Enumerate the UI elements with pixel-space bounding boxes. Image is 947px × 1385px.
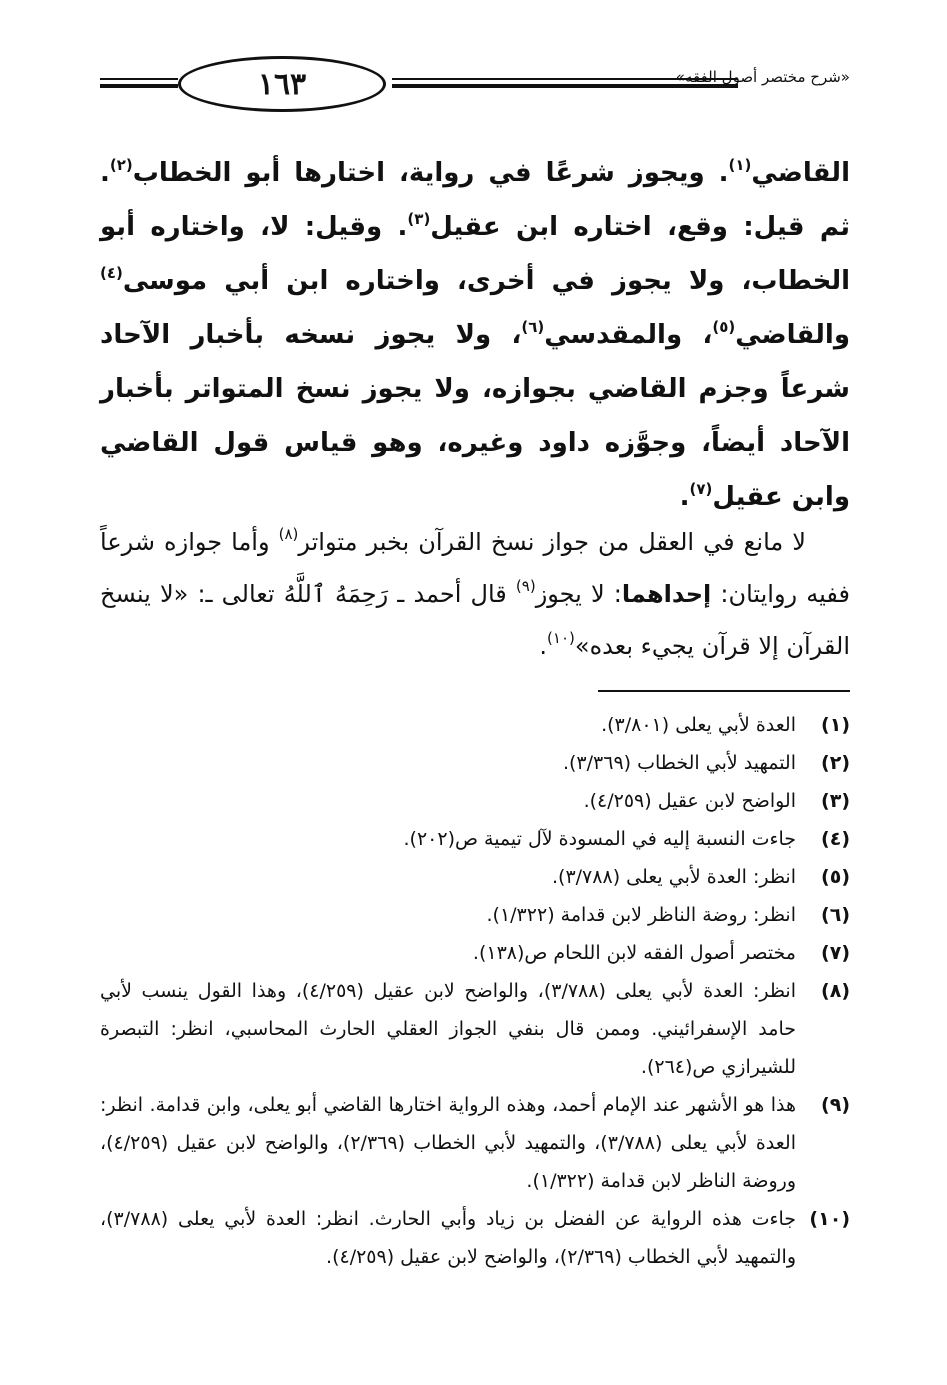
text-segment: وأما جوازه شرعاً ففيه روايتان: [100, 528, 850, 608]
footnote-number: (٥) [821, 866, 850, 888]
text-segment: ، ولا يجوز نسخه بأخبار الآحاد شرعاً وجزم القاضي بجوازه، ولا يجوز نسخ المتواتر بأخبار الآحاد أيضاً، وجوَّزه داود وغيره، وهو قياس قول القاضي وابن عقيل [100, 320, 850, 512]
footnote-separator [598, 690, 850, 692]
footnote-item [100, 972, 850, 1086]
footnotes [100, 706, 850, 1276]
footnote-text: هذا هو الأشهر عند الإمام أحمد، وهذه الرواية اختارها القاضي أبو يعلى، وابن قدامة. انظر: العدة لأبي يعلى (٣/٧٨٨)، والتمهيد لأبي الخطاب (٢/٣٦٩)، والواضح لابن عقيل (٤/٢٥٩)، وروضة الناظر لابن قدامة (١/٣٢٢). [100, 1094, 796, 1192]
footnote-text: انظر: العدة لأبي يعلى (٣/٧٨٨). [552, 866, 796, 888]
footnote-text: انظر: روضة الناظر لابن قدامة (١/٣٢٢). [486, 904, 796, 926]
footnote-item [100, 820, 850, 858]
footnote-text: انظر: العدة لأبي يعلى (٣/٧٨٨)، والواضح لابن عقيل (٤/٢٥٩)، وهذا القول ينسب لأبي حامد الإسفرائيني. وممن قال بنفي الجواز العقلي الحارث المحاسبي، انظر: التبصرة للشيرازي ص(٢٦٤). [100, 980, 796, 1078]
footnote-number: (٧) [821, 942, 850, 964]
running-title: «شرح مختصر أصول الفقه» [675, 68, 850, 86]
footnote-item [100, 782, 850, 820]
footnote-text: العدة لأبي يعلى (٣/٨٠١). [601, 714, 796, 736]
text-segment: . ويجوز شرعًا في رواية، اختارها أبو الخطاب [132, 158, 729, 188]
footnote-number: (٤) [821, 828, 850, 850]
text-segment: : لا يجوز [535, 580, 622, 608]
footnote-text: التمهيد لأبي الخطاب (٣/٣٦٩). [562, 752, 796, 774]
footnote-ref: (٨) [278, 525, 299, 543]
footnote-text: جاءت النسبة إليه في المسودة لآل تيمية ص(٢٠٢). [403, 828, 796, 850]
footnote-ref: (٣) [407, 210, 431, 228]
text-segment: . [679, 482, 690, 512]
footnote-ref: (٤) [100, 264, 123, 282]
paragraph [100, 516, 850, 672]
footnote-number: (٣) [821, 790, 850, 812]
text-segment: قال أحمد ـ رَحِمَهُ ٱللَّهُ تعالى ـ: «لا ينسخ القرآن إلا قرآن يجيء بعده» [100, 580, 850, 660]
footnote-number: (١٠) [809, 1208, 850, 1230]
footnote-ref: (١) [728, 156, 752, 174]
text-segment: . ثم قيل: وقع، اختاره ابن عقيل [100, 158, 850, 242]
bold-term: إحداهما [621, 580, 712, 608]
footnote-number: (٨) [821, 980, 850, 1002]
footnote-number: (٢) [821, 752, 850, 774]
footnote-ref: (٧) [689, 480, 713, 498]
footnote-item [100, 1086, 850, 1200]
footnote-ref: (٢) [109, 156, 133, 174]
footnote-number: (٦) [821, 904, 850, 926]
footnote-item [100, 858, 850, 896]
footnote-item [100, 896, 850, 934]
main-text-regular [100, 516, 850, 672]
footnote-ref: (٦) [521, 318, 545, 336]
footnote-ref: (٩) [515, 577, 536, 595]
footnote-item [100, 744, 850, 782]
main-text-bold [100, 146, 850, 524]
text-segment: القاضي [751, 158, 850, 188]
text-segment: . وقيل: لا، واختاره أبو الخطاب، ولا يجوز في أخرى، واختاره ابن أبي موسى [100, 212, 850, 296]
footnote-item [100, 1200, 850, 1276]
footnote-text: مختصر أصول الفقه لابن اللحام ص(١٣٨). [472, 942, 796, 964]
footnote-ref: (٥) [712, 318, 736, 336]
footnote-number: (٩) [821, 1094, 850, 1116]
footnote-text: جاءت هذه الرواية عن الفضل بن زياد وأبي الحارث. انظر: العدة لأبي يعلى (٣/٧٨٨)، والتمهيد لأبي الخطاب (٢/٣٦٩)، والواضح لابن عقيل (٤/٢٥٩). [100, 1208, 796, 1268]
page-header [100, 52, 850, 116]
text-segment: . [539, 632, 548, 660]
footnote-number: (١) [821, 714, 850, 736]
text-segment: والقاضي [735, 320, 850, 350]
footnote-text: الواضح لابن عقيل (٤/٢٥٩). [583, 790, 796, 812]
text-segment: لا مانع في العقل من جواز نسخ القرآن بخبر متواتر [298, 528, 806, 556]
footnote-ref: (١٠) [547, 629, 575, 647]
header-rule-left [100, 78, 178, 88]
text-segment: ، والمقدسي [544, 320, 713, 350]
footnote-item [100, 706, 850, 744]
footnote-item [100, 934, 850, 972]
page-number: ١٦٣ [178, 56, 386, 112]
